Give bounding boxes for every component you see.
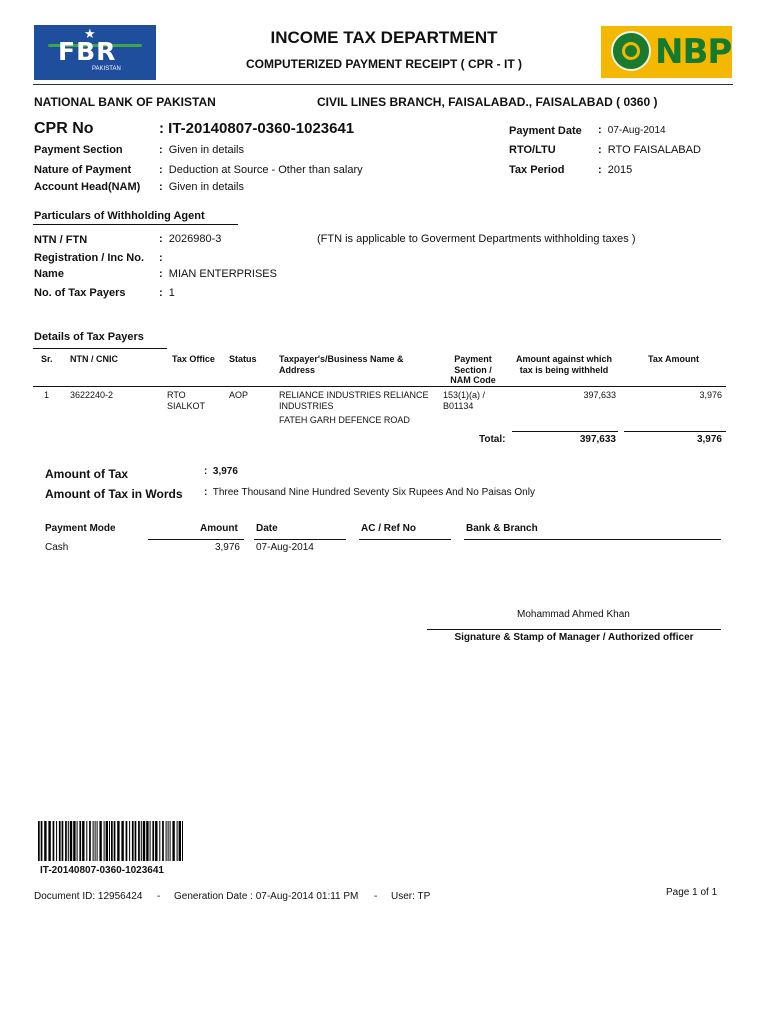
star-crescent-icon: ★ <box>84 26 96 41</box>
barcode-text: IT-20140807-0360-1023641 <box>40 865 164 876</box>
agent-name-value: : MIAN ENTERPRISES <box>159 268 277 280</box>
barcode-bar <box>62 821 64 861</box>
tax-period-value: : 2015 <box>598 164 633 176</box>
row-tax-office: RTO SIALKOT <box>167 390 206 411</box>
barcode-bar <box>114 821 116 861</box>
row-amount-withheld: 397,633 <box>583 390 616 400</box>
barcode-bar <box>150 821 151 861</box>
nature-of-payment-label: Nature of Payment <box>34 164 132 176</box>
barcode-bar <box>41 821 43 861</box>
taxpayers-heading: Details of Tax Payers <box>34 331 144 343</box>
barcode-bar <box>73 821 75 861</box>
ntn-ftn-label: NTN / FTN <box>34 234 88 246</box>
barcode-bar <box>166 821 167 861</box>
total-tax: 3,976 <box>696 434 722 445</box>
barcode-bar <box>59 821 61 861</box>
barcode-bar <box>129 821 130 861</box>
agent-name-label: Name <box>34 268 64 280</box>
barcode-bar <box>86 821 87 861</box>
barcode-bar <box>143 821 145 861</box>
ftn-note: (FTN is applicable to Goverment Departments withholding taxes ) <box>317 233 636 245</box>
agent-heading: Particulars of Withholding Agent <box>34 210 205 222</box>
page-subtitle: COMPUTERIZED PAYMENT RECEIPT ( CPR - IT ) <box>245 57 522 71</box>
payment-date-label: Payment Date <box>509 125 582 137</box>
row-payment-section: 153(1)(a) / B01134 <box>443 390 486 411</box>
barcode-bar <box>93 821 94 861</box>
row-ntn-cnic: 3622240-2 <box>70 390 114 400</box>
barcode-bar <box>121 821 123 861</box>
barcode-bar <box>44 821 46 861</box>
barcode-bar <box>77 821 78 861</box>
col-tax-office: Tax Office <box>172 354 215 364</box>
barcode-bar <box>168 821 169 861</box>
col-date: Date <box>256 523 278 534</box>
barcode-bar <box>138 821 140 861</box>
payment-section-label: Payment Section <box>34 144 123 156</box>
barcode-bar <box>53 821 55 861</box>
signatory-name: Mohammad Ahmed Khan <box>517 609 630 620</box>
row-status: AOP <box>229 390 249 400</box>
page-number: Page 1 of 1 <box>666 887 718 898</box>
barcode-bar <box>109 821 110 861</box>
payment-amount-value: 3,976 <box>214 542 240 553</box>
tax-payers-count-label: No. of Tax Payers <box>34 287 126 299</box>
rto-ltu-value: : RTO FAISALABAD <box>598 144 701 156</box>
col-payment-mode: Payment Mode <box>45 523 116 534</box>
barcode-bar <box>106 821 108 861</box>
row-sr: 1 <box>44 390 50 400</box>
barcode-bar <box>126 821 128 861</box>
col-tax-amount: Tax Amount <box>648 354 699 364</box>
page-title: INCOME TAX DEPARTMENT <box>270 28 498 47</box>
signature-caption: Signature & Stamp of Manager / Authorized officer <box>454 632 694 643</box>
col-payment-section: Payment Section / NAM Code <box>450 354 496 385</box>
nature-of-payment-value: : Deduction at Source - Other than salary <box>159 164 363 176</box>
barcode-bar <box>159 821 160 861</box>
barcode-bar <box>95 821 96 861</box>
payment-date-cell: 07-Aug-2014 <box>256 542 314 553</box>
footer-user: User: TP <box>391 891 431 902</box>
footer-separator: - <box>157 891 161 902</box>
barcode-bar <box>48 821 50 861</box>
col-amount-withheld: Amount against which tax is being withheld <box>515 354 612 375</box>
payment-date-value: : 07-Aug-2014 <box>598 124 666 136</box>
barcode-bar <box>38 821 40 861</box>
barcode-bar <box>152 821 154 861</box>
barcode-bar <box>70 821 72 861</box>
barcode-bar <box>170 821 171 861</box>
bank-name: NATIONAL BANK OF PAKISTAN <box>34 95 216 109</box>
row-tax-amount: 3,976 <box>699 390 722 400</box>
barcode-bar <box>117 821 119 861</box>
account-head-label: Account Head(NAM) <box>34 181 141 193</box>
col-sr: Sr. <box>41 354 53 364</box>
barcode-bar <box>79 821 81 861</box>
barcode-bar <box>111 821 113 861</box>
col-status: Status <box>229 354 257 364</box>
barcode-bar <box>146 821 148 861</box>
amount-in-words-value: : Three Thousand Nine Hundred Seventy Six Rupees And No Paisas Only <box>204 487 535 498</box>
barcode-bar <box>82 821 84 861</box>
barcode-bar <box>177 821 178 861</box>
barcode-bar <box>65 821 67 861</box>
barcode-bar <box>135 821 137 861</box>
col-ntn-cnic: NTN / CNIC <box>70 354 118 364</box>
barcode-bar <box>162 821 164 861</box>
account-head-value: : Given in details <box>159 181 245 193</box>
barcode-bar <box>56 821 57 861</box>
row-taxpayer-address: FATEH GARH DEFENCE ROAD <box>279 415 410 425</box>
barcode-bar <box>179 821 181 861</box>
total-label: Total: <box>479 434 506 445</box>
barcode-bar <box>68 821 69 861</box>
col-amount: Amount <box>200 523 238 534</box>
barcode-bar <box>141 821 142 861</box>
footer-separator: - <box>374 891 378 902</box>
barcode-bar <box>97 821 98 861</box>
total-amount: 397,633 <box>579 434 616 445</box>
amount-of-tax-label: Amount of Tax <box>45 467 129 481</box>
row-taxpayer-name: RELIANCE INDUSTRIES RELIANCE INDUSTRIES <box>279 390 429 411</box>
registration-label: Registration / Inc No. <box>34 252 145 264</box>
col-ac-ref: AC / Ref No <box>361 523 416 534</box>
payment-mode-value: Cash <box>45 542 69 553</box>
barcode-bar <box>172 821 174 861</box>
barcode-bar <box>104 821 105 861</box>
barcode-bar <box>99 821 101 861</box>
barcode <box>38 821 186 861</box>
rto-ltu-label: RTO/LTU <box>509 144 556 156</box>
barcode-bar <box>182 821 183 861</box>
amount-in-words-label: Amount of Tax in Words <box>45 487 183 501</box>
branch-name: CIVIL LINES BRANCH, FAISALABAD., FAISALABAD ( 0360 ) <box>317 95 658 109</box>
fbr-logo-text: FBR <box>58 37 117 66</box>
tax-payers-count-value: : 1 <box>159 287 175 299</box>
cpr-label: CPR No <box>34 120 94 137</box>
amount-of-tax-value: : 3,976 <box>204 466 238 477</box>
col-taxpayer-name: Taxpayer's/Business Name & Address <box>279 354 404 375</box>
footer-doc-id: Document ID: 12956424 <box>34 891 143 902</box>
cpr-number: : IT-20140807-0360-1023641 <box>159 120 355 137</box>
fbr-logo-subtext: PAKISTAN <box>92 66 121 72</box>
barcode-bar <box>89 821 91 861</box>
footer-generation-date: Generation Date : 07-Aug-2014 01:11 PM <box>174 891 359 902</box>
ntn-ftn-value: : 2026980-3 <box>159 233 222 245</box>
payment-section-value: : Given in details <box>159 144 245 156</box>
col-bank-branch: Bank & Branch <box>466 523 538 534</box>
barcode-bar <box>155 821 157 861</box>
registration-value: : <box>159 252 163 264</box>
tax-period-label: Tax Period <box>509 164 565 176</box>
barcode-bar <box>132 821 134 861</box>
nbp-logo-text: NBP <box>655 32 732 72</box>
